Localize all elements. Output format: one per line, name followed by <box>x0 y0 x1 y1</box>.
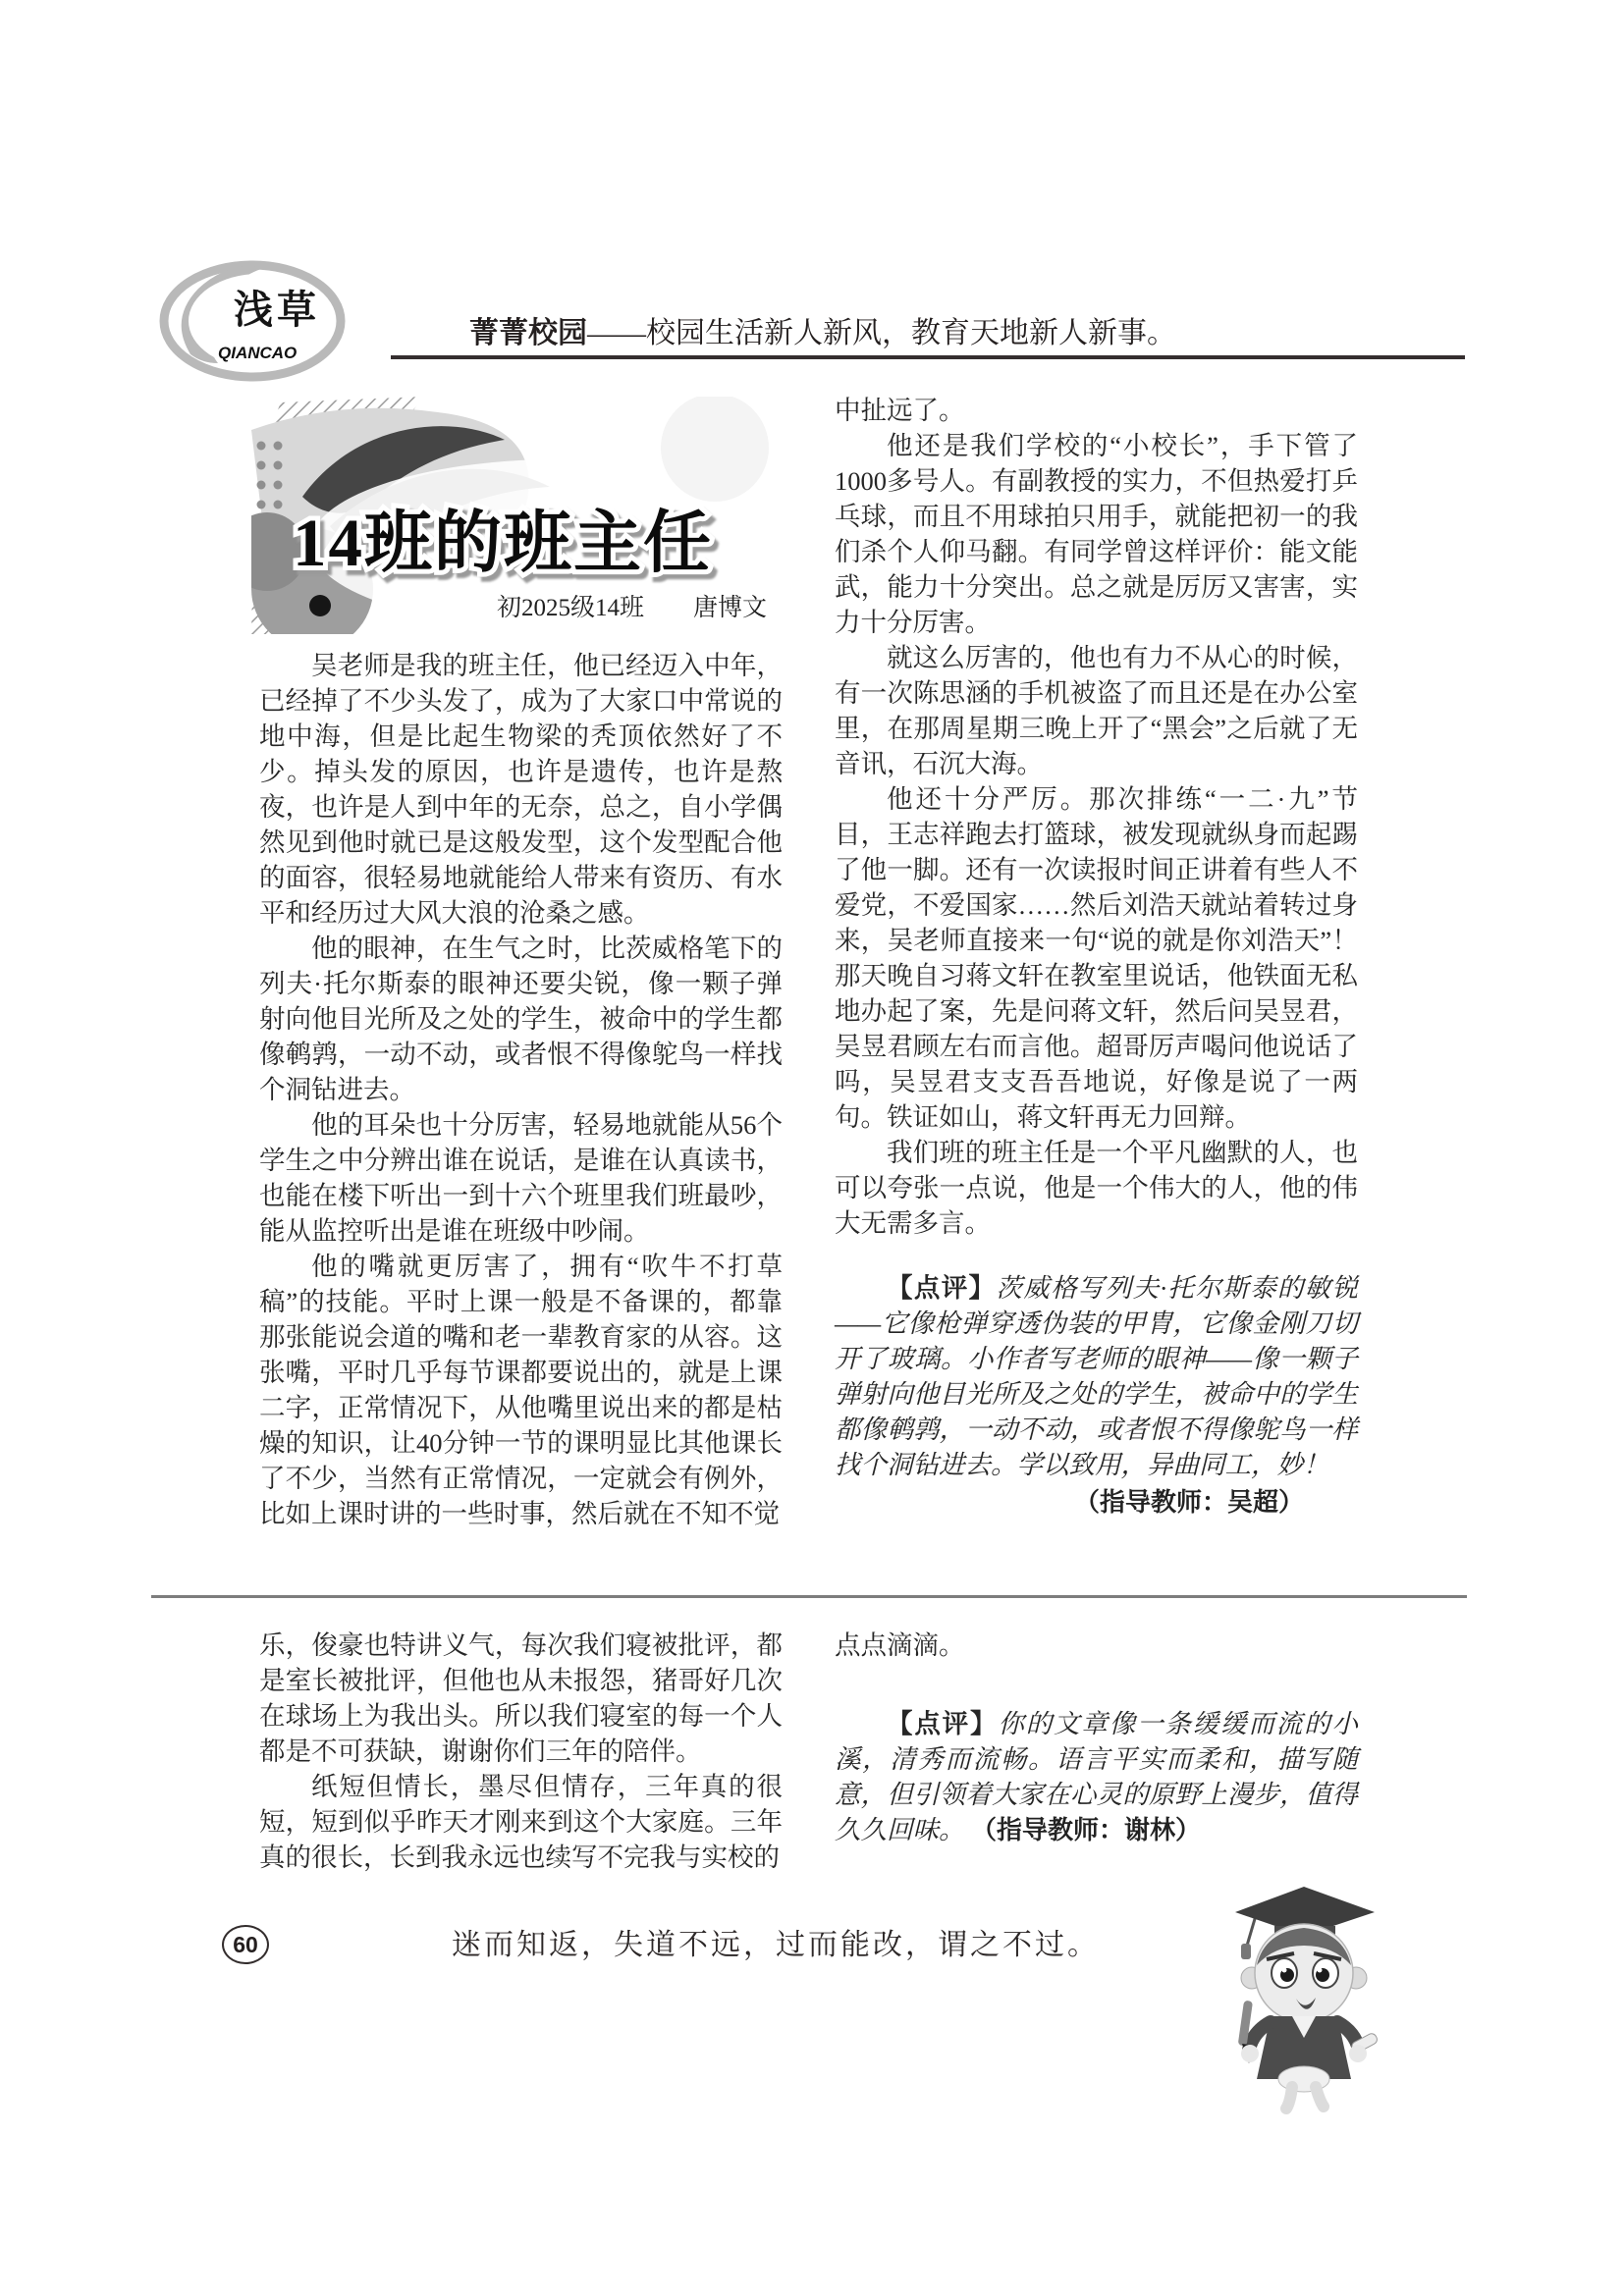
body-paragraph: 乐，俊豪也特讲义气，每次我们寝被批评，都是室长被批评，但他也从未报怨，猪哥好几次在球场上为我出头。所以我们寝室的每一个人都是不可获缺，谢谢你们三年的陪伴。 <box>259 1630 783 1766</box>
qiancao-logo <box>157 258 349 386</box>
body-paragraph: 纸短但情长，墨尽但情存，三年真的很短，短到似乎昨天才刚来到这个大家庭。三年真的很长，长到我永远也续写不完我与实校的 <box>259 1772 783 1872</box>
body-paragraph: 我们班的班主任是一个平凡幽默的人，也可以夸张一点说，他是一个伟大的人，他的伟大无需多言。 <box>835 1138 1358 1238</box>
body-paragraph: 吴老师是我的班主任，他已经迈入中年，已经掉了不少头发了，成为了大家口中常说的地中海，但是比起生物梁的秃顶依然好了不少。掉头发的原因，也许是遗传，也许是熬夜，也许是人到中年的无奈，总之，自小学偶然见到他时就已是这般发型，这个发型配合他的面容，很轻易地就能给人带来有资历、有水平和经历过大风大浪的沧桑之感。 <box>259 651 783 928</box>
section-strip-bold: 菁菁校园 <box>469 317 587 349</box>
article-title: 14班的班主任 <box>293 506 713 580</box>
header-rule <box>391 355 1465 359</box>
body-paragraph: 他的眼神，在生气之时，比茨威格笔下的列夫·托尔斯泰的眼神还要尖锐，像一颗子弹射向他目光所及之处的学生，被命中的学生都像鹌鹑，一动不动，或者恨不得像鸵鸟一样找个洞钻进去。 <box>259 934 783 1104</box>
page-number-badge: 60 <box>222 1925 269 1964</box>
teacher-credit: （指导教师：谢林） <box>970 1815 1201 1844</box>
body-paragraph: 他的耳朵也十分厉害，轻易地就能从56个学生之中分辨出谁在说话，是谁在认真读书，也能在楼下听出一到十六个班里我们班最吵，能从监控听出是谁在班级中吵闹。 <box>259 1110 783 1246</box>
comment-block <box>835 1706 1358 1847</box>
section-strip-title <box>469 308 1176 351</box>
article-byline: 初2025级14班 唐博文 <box>497 595 768 621</box>
body-paragraph: 中扯远了。 <box>835 396 965 425</box>
upper-left-column <box>259 648 783 1531</box>
comment-text: 茨威格写列夫·托尔斯泰的敏锐——它像枪弹穿透伪装的甲胄，它像金刚刀切开了玻璃。小作者写老师的眼神——像一颗子弹射向他目光所及之处的学生，被命中的学生都像鹌鹑，一动不动，或者恨不得像鸵鸟一样找个洞钻进去。学以致用，异曲同工，妙！ <box>835 1273 1359 1479</box>
body-paragraph: 他还十分严厉。那次排练“一二·九”节目，王志祥跑去打篮球，被发现就纵身而起踢了他一脚。还有一次读报时间正讲着有些人不爱党，不爱国家……然后刘浩天就站着转过身来，吴老师直接来一句“说的就是你刘浩天”！那天晚自习蒋文轩在教室里说话，他铁面无私地办起了案，先是问蒋文轩，然后问吴昱君，吴昱君顾左右而言他。超哥厉声喝问他说话了吗，吴昱君支支吾吾地说，好像是说了一两句。铁证如山，蒋文轩再无力回辩。 <box>835 784 1358 1132</box>
logo-en-text: QIANCAO <box>218 344 298 362</box>
black-dot-decoration <box>309 595 331 616</box>
lower-left-column <box>259 1628 783 1875</box>
comment-label: 【点评】 <box>887 1709 999 1738</box>
logo-cn-text: 浅草 <box>234 288 320 332</box>
upper-right-column <box>835 393 1358 1520</box>
teacher-credit: （指导教师：吴超） <box>1073 1487 1304 1517</box>
section-strip-rest: ——校园生活新人新风，教育天地新人新事。 <box>587 317 1176 349</box>
footer-quote: 迷而知返，失道不远，过而能改，谓之不过。 <box>452 1929 1100 1961</box>
body-paragraph: 他的嘴就更厉害了，拥有“吹牛不打草稿”的技能。平时上课一般是不备课的，都靠那张能说会道的嘴和老一辈教育家的从容。这张嘴，平时几乎每节课都要说出的，就是上课二字，正常情况下，从他嘴里说出来的都是枯燥的知识，让40分钟一节的课明显比其他课长了不少，当然有正常情况，一定就会有例外，比如上课时讲的一些时事，然后就在不知不觉 <box>259 1252 783 1528</box>
body-paragraph: 他还是我们学校的“小校长”，手下管了1000多号人。有副教授的实力，不但热爱打乒乓球，而且不用球拍只用手，就能把初一的我们杀个人仰马翻。有同学曾这样评价：能文能武，能力十分突出。总之就是厉厉又害害，实力十分厉害。 <box>835 431 1358 637</box>
comment-text: 你的文章像一条缓缓而流的小溪，清秀而流畅。语言平实而柔和，描写随意，但引领着大家在心灵的原野上漫步，值得久久回味。 <box>835 1709 1358 1844</box>
body-paragraph: 就这么厉害的，他也有力不从心的时候，有一次陈思涵的手机被盗了而且还是在办公室里，在那周星期三晚上开了“黑会”之后就了无音讯，石沉大海。 <box>835 643 1358 778</box>
scholar-mascot-illustration <box>1206 1875 1378 2115</box>
comment-label: 【点评】 <box>887 1273 997 1303</box>
body-paragraph: 点点滴滴。 <box>835 1630 965 1660</box>
lower-right-column <box>835 1628 1358 1847</box>
comment-block <box>835 1270 1358 1520</box>
article-divider <box>151 1595 1467 1598</box>
